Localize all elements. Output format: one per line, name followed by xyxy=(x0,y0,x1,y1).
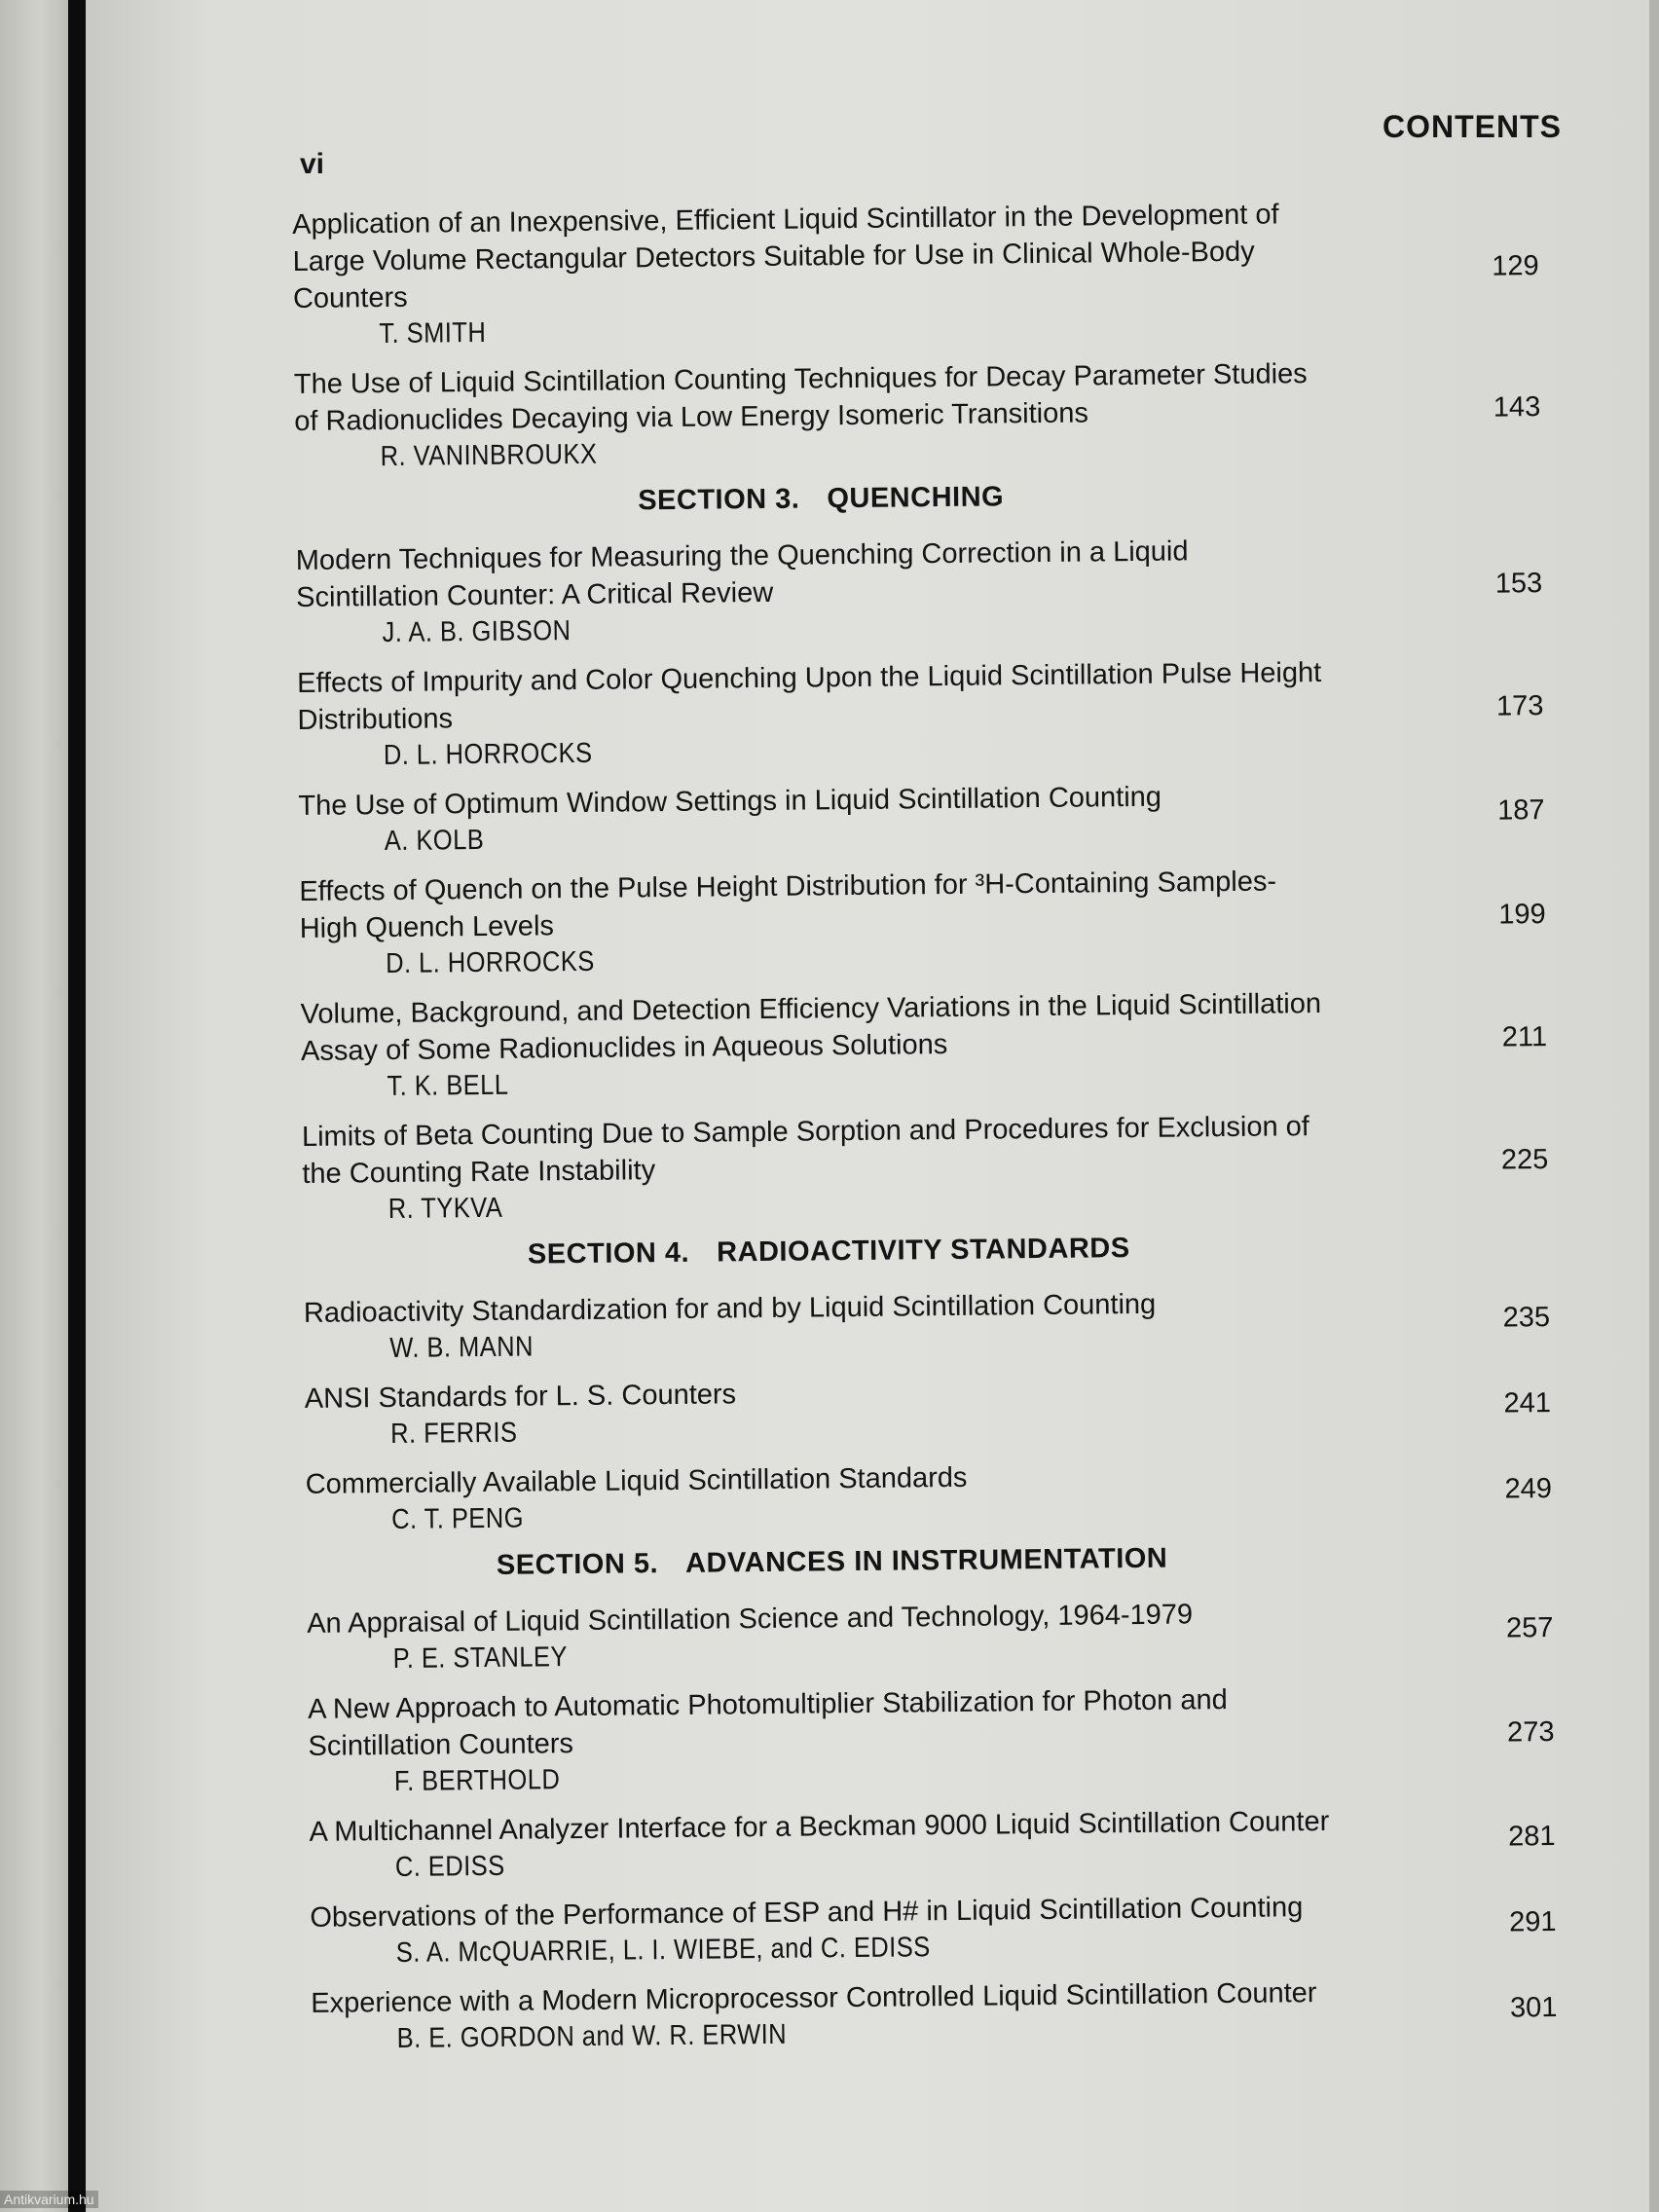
section-title: QUENCHING xyxy=(827,481,1005,515)
entry-title: Volume, Background, and Detection Efficiency Variations in the Liquid Scintillation Assay of Some Radionuclides in Aqueous Solutions xyxy=(300,987,1322,1067)
entry-title: Modern Techniques for Measuring the Quenching Correction in a Liquid Scintillation Counter: A Critical Review xyxy=(295,535,1189,613)
entry-page-number: 187 xyxy=(1497,794,1545,827)
entry-author: B. E. GORDON and W. R. ERWIN xyxy=(396,2018,788,2054)
entry-author: W. B. MANN xyxy=(389,1331,535,1365)
entry-author: D. L. HORROCKS xyxy=(383,737,593,772)
running-head: CONTENTS xyxy=(1382,109,1562,144)
entry-page-number: 153 xyxy=(1494,568,1543,600)
entry-page-number: 257 xyxy=(1505,1612,1554,1644)
entry-title: ANSI Standards for L. S. Counters xyxy=(304,1379,737,1415)
entry-title: Effects of Quench on the Pulse Height Distribution for ³H-Containing Samples-High Quench Levels xyxy=(299,866,1277,944)
entry-page-number: 249 xyxy=(1504,1473,1553,1505)
entry-title: Limits of Beta Counting Due to Sample Sorption and Procedures for Exclusion of the Counting Rate Instability xyxy=(301,1111,1310,1190)
section-title: RADIOACTIVITY STANDARDS xyxy=(716,1233,1130,1269)
entry-page-number: 291 xyxy=(1508,1905,1557,1938)
toc-entry xyxy=(294,353,1541,475)
entry-author: P. E. STANLEY xyxy=(392,1641,569,1675)
toc-entry xyxy=(299,861,1546,982)
toc-entry xyxy=(305,1368,1552,1453)
entry-page-number: 273 xyxy=(1506,1716,1555,1749)
toc-entry xyxy=(292,194,1540,352)
book-binding xyxy=(68,0,86,2212)
entry-title: Radioactivity Standardization for and by Liquid Scintillation Counting xyxy=(303,1288,1157,1329)
entry-author: C. T. PENG xyxy=(390,1502,525,1536)
entry-page-number: 281 xyxy=(1508,1821,1556,1853)
toc-entry xyxy=(304,1282,1551,1367)
section-number: SECTION 4. xyxy=(527,1236,690,1271)
toc-entry xyxy=(308,1678,1555,1800)
entry-title: Effects of Impurity and Color Quenching Upon the Liquid Scintillation Pulse Height Distributions xyxy=(296,656,1322,736)
section-heading xyxy=(306,1541,1357,1584)
section-heading xyxy=(295,478,1346,521)
entry-page-number: 235 xyxy=(1502,1302,1551,1334)
entry-author: T. SMITH xyxy=(379,316,487,350)
toc-entry xyxy=(311,1972,1558,2056)
section-title: ADVANCES IN INSTRUMENTATION xyxy=(684,1542,1168,1579)
toc-entry xyxy=(307,1593,1554,1677)
entry-title: Commercially Available Liquid Scintillation Standards xyxy=(305,1461,968,1500)
page-folio: vi xyxy=(300,148,325,180)
page-edge xyxy=(1649,0,1659,2212)
entry-page-number: 301 xyxy=(1509,1991,1558,2024)
entry-title: Observations of the Performance of ESP and H# in Liquid Scintillation Counting xyxy=(310,1892,1304,1934)
section-number: SECTION 5. xyxy=(496,1548,659,1581)
entry-page-number: 173 xyxy=(1495,690,1544,722)
entry-title: A New Approach to Automatic Photomultiplier Stabilization for Photon and Scintillation Counters xyxy=(308,1684,1228,1762)
entry-title: The Use of Liquid Scintillation Counting Techniques for Decay Parameter Studies of Radionuclides Decaying via Low Energy Isomeric Transitions xyxy=(293,358,1308,437)
section-heading xyxy=(303,1231,1354,1273)
entry-author: R. TYKVA xyxy=(387,1192,503,1226)
table-of-contents xyxy=(292,194,1558,2071)
entry-title: An Appraisal of Liquid Scintillation Science and Technology, 1964-1979 xyxy=(307,1599,1194,1640)
section-number: SECTION 3. xyxy=(638,483,800,517)
entry-author: F. BERTHOLD xyxy=(393,1764,561,1797)
entry-page-number: 129 xyxy=(1492,250,1539,282)
entry-author: J. A. B. GIBSON xyxy=(382,615,571,649)
entry-title: A Multichannel Analyzer Interface for a Beckman 9000 Liquid Scintillation Counter xyxy=(309,1805,1330,1848)
entry-author: T. K. BELL xyxy=(387,1069,509,1103)
entry-author: D. L. HORROCKS xyxy=(385,945,595,980)
entry-author: C. EDISS xyxy=(394,1850,505,1883)
entry-author: R. FERRIS xyxy=(390,1417,518,1451)
toc-entry xyxy=(300,983,1547,1105)
entry-page-number: 211 xyxy=(1501,1021,1548,1053)
entry-title: Experience with a Modern Microprocessor Controlled Liquid Scintillation Counter xyxy=(311,1977,1317,2019)
background-surface xyxy=(0,0,68,2212)
entry-title: The Use of Optimum Window Settings in Liquid Scintillation Counting xyxy=(298,781,1162,822)
toc-entry xyxy=(298,775,1545,860)
entry-author: A. KOLB xyxy=(384,824,485,858)
entry-author: R. VANINBROUKX xyxy=(380,438,598,473)
toc-entry xyxy=(306,1454,1553,1538)
watermark: Antikvarium.hu xyxy=(0,2191,98,2208)
toc-entry xyxy=(310,1887,1557,1972)
toc-entry xyxy=(297,652,1544,774)
entry-page-number: 225 xyxy=(1500,1144,1549,1176)
entry-page-number: 199 xyxy=(1498,899,1546,931)
entry-page-number: 241 xyxy=(1503,1387,1552,1419)
toc-entry xyxy=(302,1106,1549,1228)
toc-entry xyxy=(296,530,1543,651)
entry-title: Application of an Inexpensive, Efficient Liquid Scintillator in the Development of Large Volume Rectangular Detectors Suitable for Use in Clinical Whole-Body Counters xyxy=(292,199,1279,314)
entry-page-number: 143 xyxy=(1493,391,1541,424)
toc-entry xyxy=(309,1801,1556,1886)
entry-author: S. A. McQUARRIE, L. I. WIEBE, and C. EDISS xyxy=(395,1932,931,1969)
